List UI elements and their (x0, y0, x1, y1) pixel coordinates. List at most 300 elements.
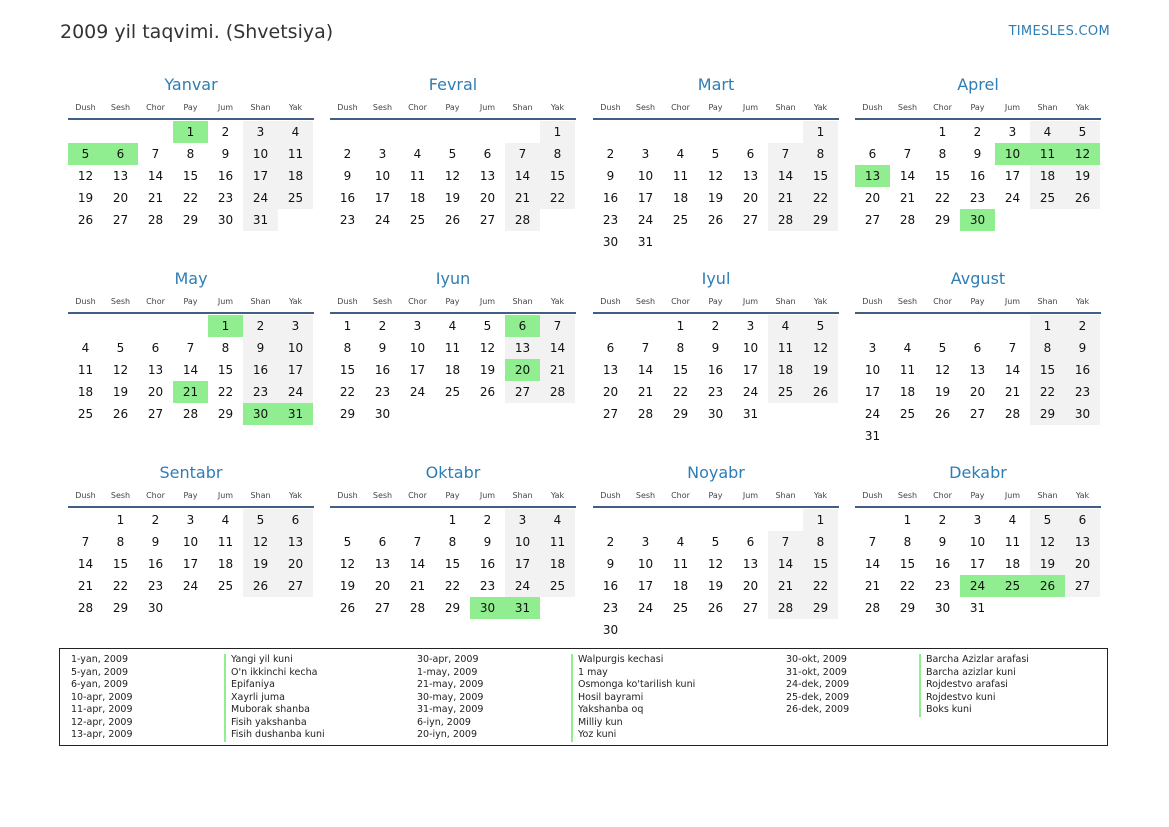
weekday-header: Yak (288, 491, 303, 500)
day-cell: 19 (803, 359, 838, 381)
day-cell: 5 (448, 147, 457, 161)
legend-holiday-name: Yakshanba oq (571, 704, 695, 717)
day-cell: 17 (637, 579, 654, 593)
holiday-day-cell: 12 (1065, 143, 1100, 165)
weekday-header: Chor (146, 491, 165, 500)
weekday-header: Dush (862, 297, 883, 306)
weekday-header: Shan (775, 103, 796, 112)
weekday-header: Chor (933, 103, 952, 112)
day-cell: 24 (637, 601, 654, 615)
day-cell: 16 (602, 191, 619, 205)
day-cell: 4 (1008, 513, 1017, 527)
legend-date: 10-apr, 2009 (71, 691, 133, 703)
legend-date: 25-dek, 2009 (786, 691, 850, 703)
day-cell: 9 (221, 147, 230, 161)
day-cell: 26 (77, 213, 94, 227)
day-cell: 16 (969, 169, 986, 183)
legend-holiday-name: Hosil bayrami (571, 692, 695, 705)
day-cell: 4 (1030, 121, 1065, 143)
day-cell: 7 (903, 147, 912, 161)
day-cell: 11 (672, 557, 689, 571)
day-cell: 24 (243, 187, 278, 209)
day-cell: 22 (1030, 381, 1065, 403)
weekday-header: Jum (742, 103, 759, 112)
legend-date: 5-yan, 2009 (71, 666, 128, 678)
weekday-header: Yak (1075, 491, 1090, 500)
day-cell: 23 (217, 191, 234, 205)
day-cell: 4 (676, 147, 685, 161)
day-cell: 18 (672, 579, 689, 593)
day-cell: 30 (147, 601, 164, 615)
day-cell: 29 (339, 407, 356, 421)
month-name: Sentabr (159, 463, 223, 482)
holiday-day-cell: 30 (470, 597, 505, 619)
day-cell: 11 (540, 531, 575, 553)
day-cell: 9 (343, 169, 352, 183)
month-noyabr (593, 463, 839, 653)
day-cell: 16 (479, 557, 496, 571)
day-cell: 2 (343, 147, 352, 161)
day-cell: 30 (217, 213, 234, 227)
day-cell: 25 (540, 575, 575, 597)
day-cell: 28 (768, 209, 803, 231)
month-divider (855, 506, 1101, 508)
legend-date: 21-may, 2009 (417, 679, 484, 690)
month-may (68, 269, 314, 459)
day-cell: 7 (81, 535, 90, 549)
day-cell: 14 (505, 165, 540, 187)
day-cell: 10 (505, 531, 540, 553)
month-name: Oktabr (425, 463, 481, 482)
weekday-header: Jum (742, 491, 759, 500)
day-cell: 8 (903, 535, 912, 549)
legend-date: 1-may, 2009 (417, 666, 478, 678)
day-cell: 20 (112, 191, 129, 205)
day-cell: 19 (1030, 553, 1065, 575)
day-cell: 29 (672, 407, 689, 421)
day-cell: 12 (707, 169, 724, 183)
day-cell: 26 (707, 213, 724, 227)
legend-date: 13-apr, 2009 (71, 729, 133, 740)
weekday-header: Pay (970, 491, 985, 500)
day-cell: 11 (409, 169, 426, 183)
day-cell: 13 (112, 169, 129, 183)
day-cell: 10 (278, 337, 313, 359)
month-name: Iyul (701, 269, 731, 288)
day-cell: 8 (540, 143, 575, 165)
day-cell: 13 (278, 531, 313, 553)
day-cell: 9 (151, 535, 160, 549)
legend-holiday-name: Yoz kuni (571, 729, 695, 742)
day-cell: 2 (378, 319, 387, 333)
day-cell: 26 (803, 381, 838, 403)
day-cell: 28 (77, 601, 94, 615)
day-cell: 20 (479, 191, 496, 205)
day-cell: 5 (116, 341, 125, 355)
day-cell: 30 (602, 623, 619, 637)
day-cell: 28 (1004, 407, 1021, 421)
weekday-header: Sesh (897, 297, 918, 306)
day-cell: 24 (864, 407, 881, 421)
holiday-day-cell: 31 (278, 403, 313, 425)
month-aprel (855, 75, 1101, 265)
weekday-header: Pay (445, 297, 460, 306)
day-cell: 24 (637, 213, 654, 227)
day-cell: 27 (602, 407, 619, 421)
day-cell: 23 (707, 385, 724, 399)
legend-date: 30-may, 2009 (417, 691, 484, 703)
weekday-header: Pay (708, 297, 723, 306)
day-cell: 16 (602, 579, 619, 593)
day-cell: 3 (1008, 125, 1017, 139)
weekday-header: Chor (933, 297, 952, 306)
month-divider (855, 312, 1101, 314)
day-cell: 27 (969, 407, 986, 421)
legend-date: 31-may, 2009 (417, 704, 484, 715)
holiday-day-cell: 1 (173, 121, 208, 143)
day-cell: 24 (1004, 191, 1021, 205)
day-cell: 9 (243, 337, 278, 359)
day-cell: 25 (409, 213, 426, 227)
weekday-header: Pay (708, 491, 723, 500)
day-cell: 28 (864, 601, 881, 615)
weekday-header: Jum (1004, 103, 1021, 112)
legend-date: 6-iyn, 2009 (417, 716, 471, 728)
day-cell: 8 (186, 147, 195, 161)
day-cell: 1 (803, 121, 838, 143)
day-cell: 9 (1065, 337, 1100, 359)
holiday-day-cell: 1 (208, 315, 243, 337)
day-cell: 8 (448, 535, 457, 549)
weekday-header: Chor (933, 491, 952, 500)
weekday-header: Chor (408, 103, 427, 112)
day-cell: 19 (243, 553, 278, 575)
day-cell: 29 (217, 407, 234, 421)
day-cell: 28 (899, 213, 916, 227)
legend-holiday-name: Rojdestvo arafasi (919, 679, 1029, 692)
day-cell: 11 (278, 143, 313, 165)
day-cell: 28 (409, 601, 426, 615)
day-cell: 2 (483, 513, 492, 527)
day-cell: 21 (1004, 385, 1021, 399)
month-oktabr (330, 463, 576, 653)
day-cell: 16 (147, 557, 164, 571)
day-cell: 19 (112, 385, 129, 399)
day-cell: 14 (540, 337, 575, 359)
day-cell: 15 (339, 363, 356, 377)
day-cell: 20 (374, 579, 391, 593)
month-divider (330, 312, 576, 314)
day-cell: 28 (147, 213, 164, 227)
day-cell: 17 (637, 191, 654, 205)
day-cell: 5 (483, 319, 492, 333)
day-cell: 1 (1030, 315, 1065, 337)
weekday-header: Dush (75, 103, 96, 112)
legend-date: 24-dek, 2009 (786, 679, 850, 690)
day-cell: 8 (221, 341, 230, 355)
day-cell: 24 (409, 385, 426, 399)
holiday-day-cell: 13 (855, 165, 890, 187)
month-divider (330, 118, 576, 120)
weekday-header: Shan (1037, 297, 1058, 306)
day-cell: 15 (934, 169, 951, 183)
holiday-day-cell: 26 (1030, 575, 1065, 597)
weekday-header: Sesh (110, 297, 131, 306)
day-cell: 4 (413, 147, 422, 161)
day-cell: 25 (672, 601, 689, 615)
day-cell: 23 (1065, 381, 1100, 403)
month-divider (68, 506, 314, 508)
weekday-header: Shan (775, 297, 796, 306)
day-cell: 1 (343, 319, 352, 333)
day-cell: 15 (444, 557, 461, 571)
weekday-header: Shan (775, 491, 796, 500)
day-cell: 12 (444, 169, 461, 183)
legend-date: 30-okt, 2009 (786, 654, 847, 665)
day-cell: 7 (768, 143, 803, 165)
legend-holiday-name: Barcha Azizlar arafasi (919, 654, 1029, 667)
day-cell: 3 (973, 513, 982, 527)
day-cell: 30 (602, 235, 619, 249)
day-cell: 29 (112, 601, 129, 615)
legend-holiday-name: Milliy kun (571, 717, 695, 730)
day-cell: 22 (444, 579, 461, 593)
day-cell: 28 (540, 381, 575, 403)
day-cell: 1 (448, 513, 457, 527)
day-cell: 15 (1030, 359, 1065, 381)
weekday-header: Pay (183, 103, 198, 112)
day-cell: 2 (711, 319, 720, 333)
day-cell: 5 (938, 341, 947, 355)
day-cell: 7 (413, 535, 422, 549)
day-cell: 29 (803, 209, 838, 231)
holiday-day-cell: 5 (68, 143, 103, 165)
day-cell: 17 (278, 359, 313, 381)
day-cell: 21 (77, 579, 94, 593)
day-cell: 26 (707, 601, 724, 615)
legend-name-column (571, 654, 695, 742)
day-cell: 5 (343, 535, 352, 549)
day-cell: 25 (899, 407, 916, 421)
day-cell: 23 (934, 579, 951, 593)
day-cell: 12 (1030, 531, 1065, 553)
legend-holiday-name: Osmonga ko'tarilish kuni (571, 679, 695, 692)
day-cell: 27 (479, 213, 496, 227)
day-cell: 13 (505, 337, 540, 359)
day-cell: 20 (147, 385, 164, 399)
day-cell: 6 (746, 535, 755, 549)
day-cell: 8 (343, 341, 352, 355)
day-cell: 18 (768, 359, 803, 381)
weekday-header: Shan (512, 491, 533, 500)
day-cell: 10 (243, 143, 278, 165)
day-cell: 11 (77, 363, 94, 377)
weekday-header: Yak (813, 491, 828, 500)
day-cell: 12 (243, 531, 278, 553)
day-cell: 3 (505, 509, 540, 531)
day-cell: 2 (606, 535, 615, 549)
weekday-header: Jum (479, 103, 496, 112)
day-cell: 10 (742, 341, 759, 355)
weekday-header: Dush (600, 103, 621, 112)
weekday-header: Shan (512, 297, 533, 306)
day-cell: 24 (182, 579, 199, 593)
day-cell: 7 (186, 341, 195, 355)
day-cell: 11 (1004, 535, 1021, 549)
day-cell: 30 (707, 407, 724, 421)
day-cell: 22 (540, 187, 575, 209)
day-cell: 5 (711, 147, 720, 161)
day-cell: 2 (151, 513, 160, 527)
day-cell: 3 (278, 315, 313, 337)
legend-holiday-name: Xayrli juma (224, 692, 325, 705)
legend-date: 11-apr, 2009 (71, 704, 133, 715)
day-cell: 22 (112, 579, 129, 593)
day-cell: 10 (409, 341, 426, 355)
day-cell: 19 (1065, 165, 1100, 187)
day-cell: 18 (217, 557, 234, 571)
day-cell: 29 (803, 597, 838, 619)
day-cell: 16 (1065, 359, 1100, 381)
day-cell: 31 (864, 429, 881, 443)
weekday-header: Sesh (110, 103, 131, 112)
day-cell: 11 (672, 169, 689, 183)
weekday-header: Sesh (372, 491, 393, 500)
day-cell: 14 (864, 557, 881, 571)
day-cell: 10 (969, 535, 986, 549)
legend-holiday-name: 1 may (571, 667, 695, 680)
legend-date: 30-apr, 2009 (417, 654, 479, 665)
day-cell: 18 (672, 191, 689, 205)
day-cell: 27 (374, 601, 391, 615)
month-iyul (593, 269, 839, 459)
weekday-header: Jum (217, 103, 234, 112)
weekday-header: Sesh (897, 491, 918, 500)
weekday-header: Pay (183, 491, 198, 500)
day-cell: 6 (1065, 509, 1100, 531)
legend-date: 20-iyn, 2009 (417, 729, 478, 740)
day-cell: 4 (278, 121, 313, 143)
day-cell: 14 (147, 169, 164, 183)
month-name: Dekabr (949, 463, 1007, 482)
day-cell: 19 (77, 191, 94, 205)
legend-holiday-name: Barcha azizlar kuni (919, 667, 1029, 680)
day-cell: 23 (602, 213, 619, 227)
weekday-header: Chor (671, 491, 690, 500)
day-cell: 18 (278, 165, 313, 187)
day-cell: 3 (641, 535, 650, 549)
month-name: May (174, 269, 208, 288)
weekday-header: Shan (1037, 103, 1058, 112)
day-cell: 22 (672, 385, 689, 399)
day-cell: 15 (182, 169, 199, 183)
weekday-header: Jum (1004, 491, 1021, 500)
day-cell: 28 (182, 407, 199, 421)
day-cell: 9 (483, 535, 492, 549)
day-cell: 3 (746, 319, 755, 333)
legend-date: 31-okt, 2009 (786, 666, 847, 678)
day-cell: 1 (803, 509, 838, 531)
day-cell: 19 (339, 579, 356, 593)
day-cell: 18 (540, 553, 575, 575)
day-cell: 27 (505, 381, 540, 403)
weekday-header: Jum (479, 491, 496, 500)
weekday-header: Pay (183, 297, 198, 306)
day-cell: 6 (151, 341, 160, 355)
day-cell: 16 (217, 169, 234, 183)
weekday-header: Yak (813, 297, 828, 306)
day-cell: 19 (934, 385, 951, 399)
day-cell: 20 (1065, 553, 1100, 575)
day-cell: 10 (864, 363, 881, 377)
day-cell: 26 (112, 407, 129, 421)
day-cell: 13 (374, 557, 391, 571)
day-cell: 23 (147, 579, 164, 593)
day-cell: 28 (637, 407, 654, 421)
day-cell: 11 (899, 363, 916, 377)
weekday-header: Jum (479, 297, 496, 306)
day-cell: 7 (505, 143, 540, 165)
day-cell: 6 (278, 509, 313, 531)
day-cell: 14 (1004, 363, 1021, 377)
day-cell: 25 (444, 385, 461, 399)
weekday-header: Sesh (372, 297, 393, 306)
weekday-header: Jum (1004, 297, 1021, 306)
day-cell: 25 (1030, 187, 1065, 209)
day-cell: 16 (934, 557, 951, 571)
day-cell: 12 (339, 557, 356, 571)
day-cell: 13 (1065, 531, 1100, 553)
site-link[interactable]: TIMESLES.COM (1008, 24, 1110, 39)
day-cell: 23 (243, 381, 278, 403)
weekday-header: Sesh (372, 103, 393, 112)
day-cell: 31 (637, 235, 654, 249)
day-cell: 10 (637, 557, 654, 571)
day-cell: 30 (374, 407, 391, 421)
day-cell: 3 (243, 121, 278, 143)
day-cell: 2 (1065, 315, 1100, 337)
day-cell: 11 (444, 341, 461, 355)
day-cell: 9 (606, 169, 615, 183)
day-cell: 13 (969, 363, 986, 377)
day-cell: 22 (899, 579, 916, 593)
day-cell: 29 (934, 213, 951, 227)
day-cell: 11 (217, 535, 234, 549)
day-cell: 22 (803, 187, 838, 209)
day-cell: 17 (505, 553, 540, 575)
day-cell: 15 (803, 553, 838, 575)
day-cell: 5 (1065, 121, 1100, 143)
legend-holiday-name: Fisih yakshanba (224, 717, 325, 730)
day-cell: 29 (899, 601, 916, 615)
day-cell: 6 (483, 147, 492, 161)
day-cell: 27 (864, 213, 881, 227)
weekday-header: Dush (862, 491, 883, 500)
day-cell: 3 (641, 147, 650, 161)
day-cell: 26 (444, 213, 461, 227)
day-cell: 8 (1030, 337, 1065, 359)
day-cell: 9 (711, 341, 720, 355)
weekday-header: Jum (217, 297, 234, 306)
day-cell: 13 (147, 363, 164, 377)
legend-date-column (417, 654, 483, 742)
day-cell: 14 (768, 553, 803, 575)
day-cell: 18 (409, 191, 426, 205)
month-name: Mart (697, 75, 735, 94)
month-name: Yanvar (164, 75, 218, 94)
day-cell: 27 (742, 213, 759, 227)
day-cell: 28 (768, 597, 803, 619)
